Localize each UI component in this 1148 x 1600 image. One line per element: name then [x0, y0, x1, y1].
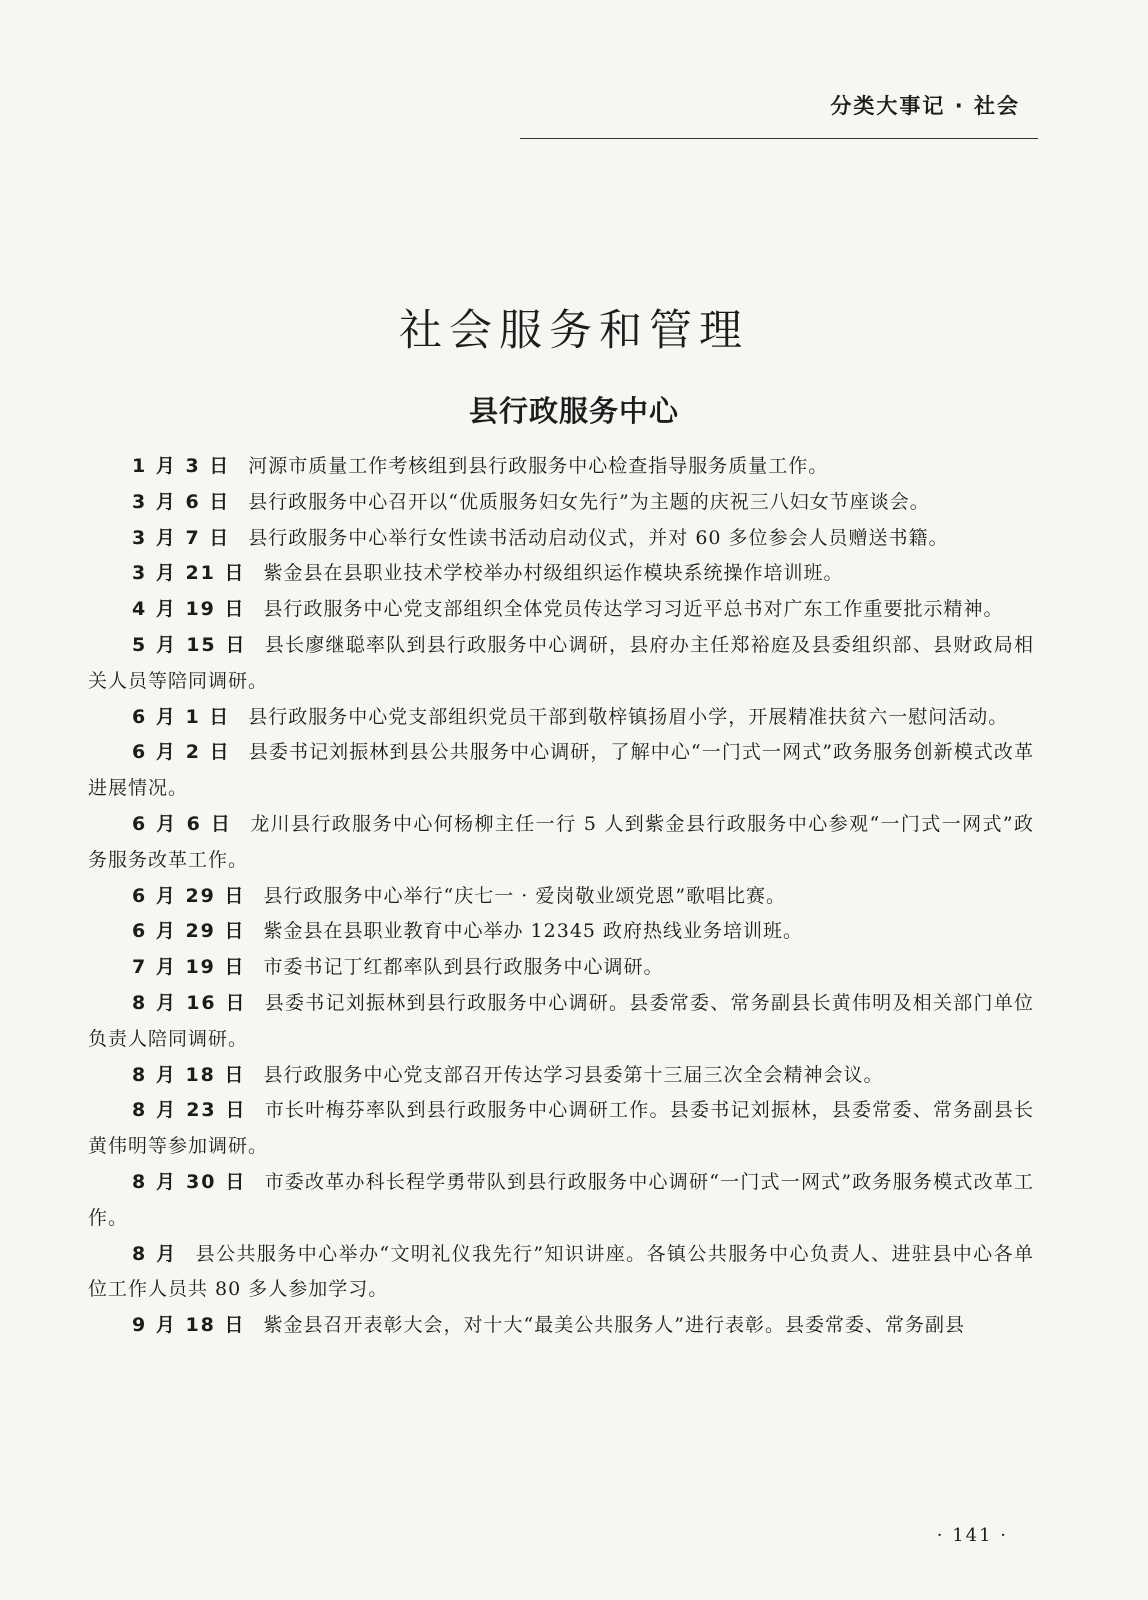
- event-entry: [88, 521, 1034, 557]
- event-text: 龙川县行政服务中心何杨柳主任一行 5 人到紫金县行政服务中心参观“一门式一网式”政务服务改革工作。: [88, 812, 1034, 871]
- subsection-title: 县行政服务中心: [468, 394, 679, 429]
- event-text: 县行政服务中心召开以“优质服务妇女先行”为主题的庆祝三八妇女节座谈会。: [248, 490, 930, 513]
- event-date: 8 月 18 日: [132, 1063, 246, 1086]
- event-date: 1 月 3 日: [132, 455, 231, 477]
- event-text: 县委书记刘振林到县行政服务中心调研。县委常委、常务副县长黄伟明及相关部门单位负责人陪同调研。: [88, 991, 1034, 1050]
- event-entry: [88, 556, 1034, 592]
- event-text: 县行政服务中心举行女性读书活动启动仪式，并对 60 多位参会人员赠送书籍。: [248, 526, 949, 549]
- event-date: 8 月 30 日: [132, 1170, 247, 1193]
- event-date: 6 月 6 日: [132, 812, 233, 835]
- event-text: 县行政服务中心党支部召开传达学习县委第十三届三次全会精神会议。: [263, 1063, 884, 1086]
- event-date: 4 月 19 日: [132, 598, 246, 621]
- event-text: 县行政服务中心举行“庆七一 · 爱岗敬业颂党恩”歌唱比赛。: [263, 884, 787, 907]
- event-entry: [88, 485, 1034, 521]
- event-entry: [88, 1165, 1034, 1237]
- event-text: 县委书记刘振林到县公共服务中心调研，了解中心“一门式一网式”政务服务创新模式改革进展情况。: [88, 741, 1034, 800]
- event-entry: [88, 807, 1034, 879]
- event-text: 紫金县在县职业教育中心举办 12345 政府热线业务培训班。: [263, 920, 804, 943]
- event-date: 8 月 23 日: [132, 1099, 247, 1122]
- event-date: 9 月 18 日: [132, 1314, 246, 1337]
- page-number: · 141 ·: [936, 1525, 1008, 1546]
- event-text: 市委书记丁红都率队到县行政服务中心调研。: [263, 956, 664, 979]
- event-text: 县长廖继聪率队到县行政服务中心调研，县府办主任郑裕庭及县委组织部、县财政局相关人员等陪同调研。: [88, 633, 1034, 692]
- event-date: 6 月 29 日: [132, 920, 246, 943]
- event-date: 8 月 16 日: [132, 991, 247, 1014]
- event-text: 县行政服务中心党支部组织全体党员传达学习习近平总书对广东工作重要批示精神。: [263, 598, 1004, 621]
- event-text: 县公共服务中心举办“文明礼仪我先行”知识讲座。各镇公共服务中心负责人、进驻县中心各单位工作人员共 80 多人参加学习。: [88, 1242, 1034, 1301]
- event-text: 紫金县在县职业技术学校举办村级组织运作模块系统操作培训班。: [263, 562, 844, 585]
- event-entry: [88, 592, 1034, 628]
- event-text: 县行政服务中心党支部组织党员干部到敬梓镇扬眉小学，开展精准扶贫六一慰问活动。: [248, 705, 1009, 728]
- event-date: 8 月: [132, 1242, 178, 1265]
- section-title: 社会服务和管理: [399, 305, 749, 356]
- event-entry: [88, 986, 1034, 1058]
- event-date: 6 月 2 日: [132, 741, 231, 764]
- event-entry: [88, 1093, 1034, 1165]
- event-text: 市委改革办科长程学勇带队到县行政服务中心调研“一门式一网式”政务服务模式改革工作。: [88, 1170, 1034, 1229]
- event-date: 6 月 29 日: [132, 884, 246, 907]
- event-entry: [88, 449, 1034, 485]
- event-entry: [88, 628, 1034, 700]
- event-text: 市长叶梅芬率队到县行政服务中心调研工作。县委书记刘振林，县委常委、常务副县长黄伟明等参加调研。: [88, 1099, 1034, 1158]
- event-date: 7 月 19 日: [132, 956, 246, 979]
- event-entry: [88, 950, 1034, 986]
- event-date: 3 月 21 日: [132, 562, 246, 585]
- event-entry: [88, 735, 1034, 807]
- event-entry: [88, 879, 1034, 915]
- event-text: 紫金县召开表彰大会，对十大“最美公共服务人”进行表彰。县委常委、常务副县: [263, 1314, 965, 1337]
- running-header: 分类大事记 · 社会: [830, 94, 1020, 118]
- event-entry: [88, 914, 1034, 950]
- event-entry: [88, 1058, 1034, 1094]
- event-entry: [88, 1308, 1034, 1344]
- header-rule: [520, 138, 1038, 139]
- event-entry: [88, 1237, 1034, 1309]
- event-date: 5 月 15 日: [132, 633, 247, 656]
- event-entry: [88, 700, 1034, 736]
- event-date: 3 月 6 日: [132, 490, 231, 513]
- event-text: 河源市质量工作考核组到县行政服务中心检查指导服务质量工作。: [248, 455, 829, 477]
- event-list: [88, 449, 1034, 1344]
- event-date: 6 月 1 日: [132, 705, 231, 728]
- event-date: 3 月 7 日: [132, 526, 231, 549]
